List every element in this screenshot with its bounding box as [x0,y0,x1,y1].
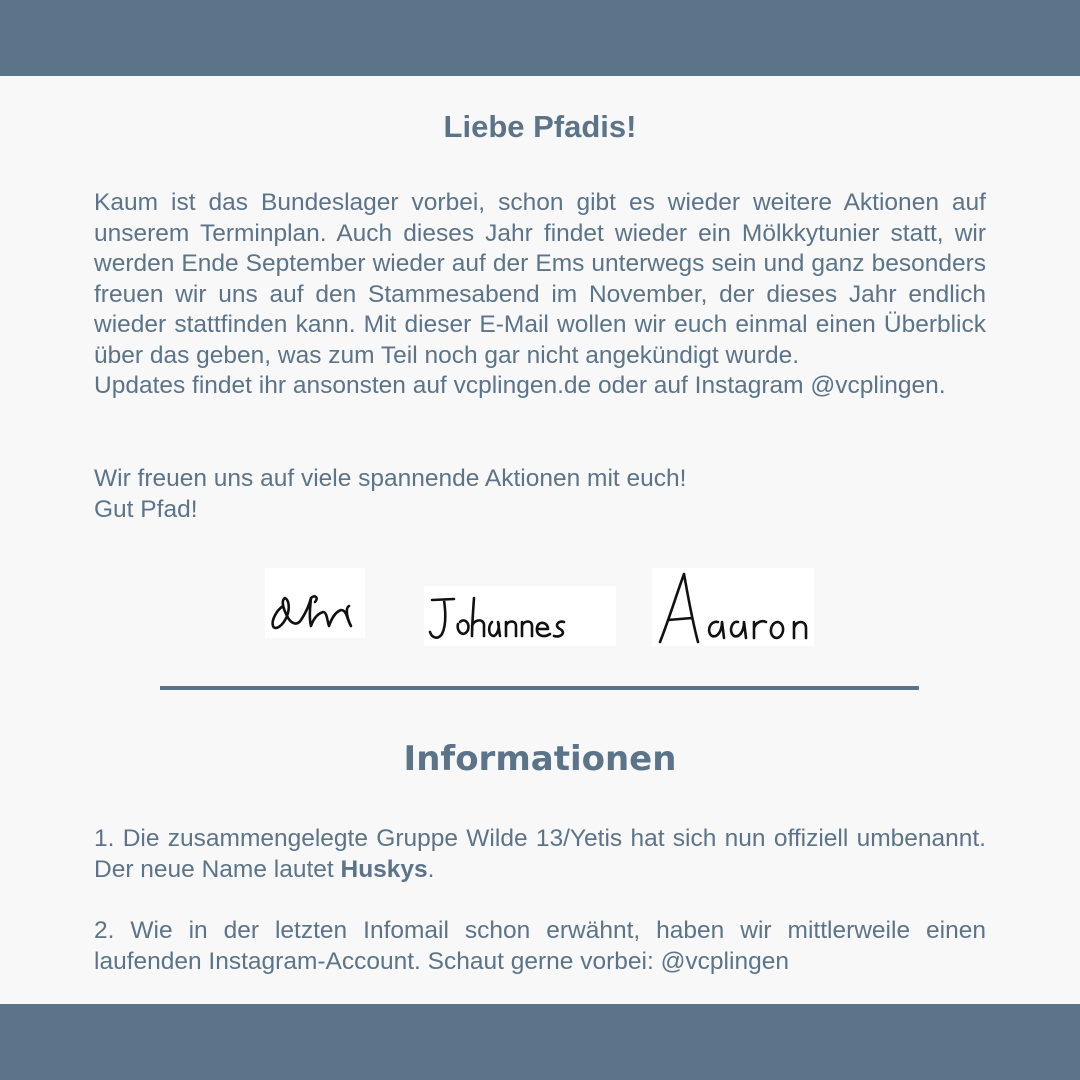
info-item-instagram: 2. Wie in der letzten Infomail schon erwähnt, haben wir mittlerweile einen laufenden Instagram-Account. Schaut gerne vorbei: @vcplingen [94,917,986,975]
farewell-line: Gut Pfad! [94,495,198,523]
closing-section [94,464,986,525]
info-item-group-rename [94,824,986,885]
updates-line: Updates findet ihr ansonsten auf vcplingen.de oder auf Instagram @vcplingen. [94,372,946,399]
section-divider [160,686,919,690]
header-band [0,0,1080,76]
information-title: Informationen [403,739,677,779]
new-group-name: Huskys [340,855,428,883]
footer-band [0,1004,1080,1080]
signature-row [0,568,1080,648]
intro-paragraph: Kaum ist das Bundeslager vorbei, schon gibt es wieder weitere Aktionen auf unserem Terminplan. Auch dieses Jahr findet wieder ein Mölkkytunier statt, wir werden Ende September wieder auf der Ems unterwegs sein und ganz besonders freuen wir uns auf den Stammesabend im November, der dieses Jahr endlich wieder stattfinden kann. Mit dieser E-Mail wollen wir euch einmal einen Überblick über das geben, was zum Teil noch gar nicht angekündigt wurde. [94,189,986,369]
newsletter-content [0,76,1080,1004]
intro-section [94,188,986,402]
info-item-punctuation: . [427,855,435,883]
signature-lena [265,568,365,638]
greeting-title: Liebe Pfadis! [443,109,637,144]
signature-johannes [424,586,616,646]
closing-line: Wir freuen uns auf viele spannende Aktionen mit euch! [94,465,687,492]
signature-aaron [652,568,814,646]
info-item-text: 1. Die zusammengelegte Gruppe Wilde 13/Yetis hat sich nun offiziell umbenannt. Der neue Name lautet [94,825,986,883]
